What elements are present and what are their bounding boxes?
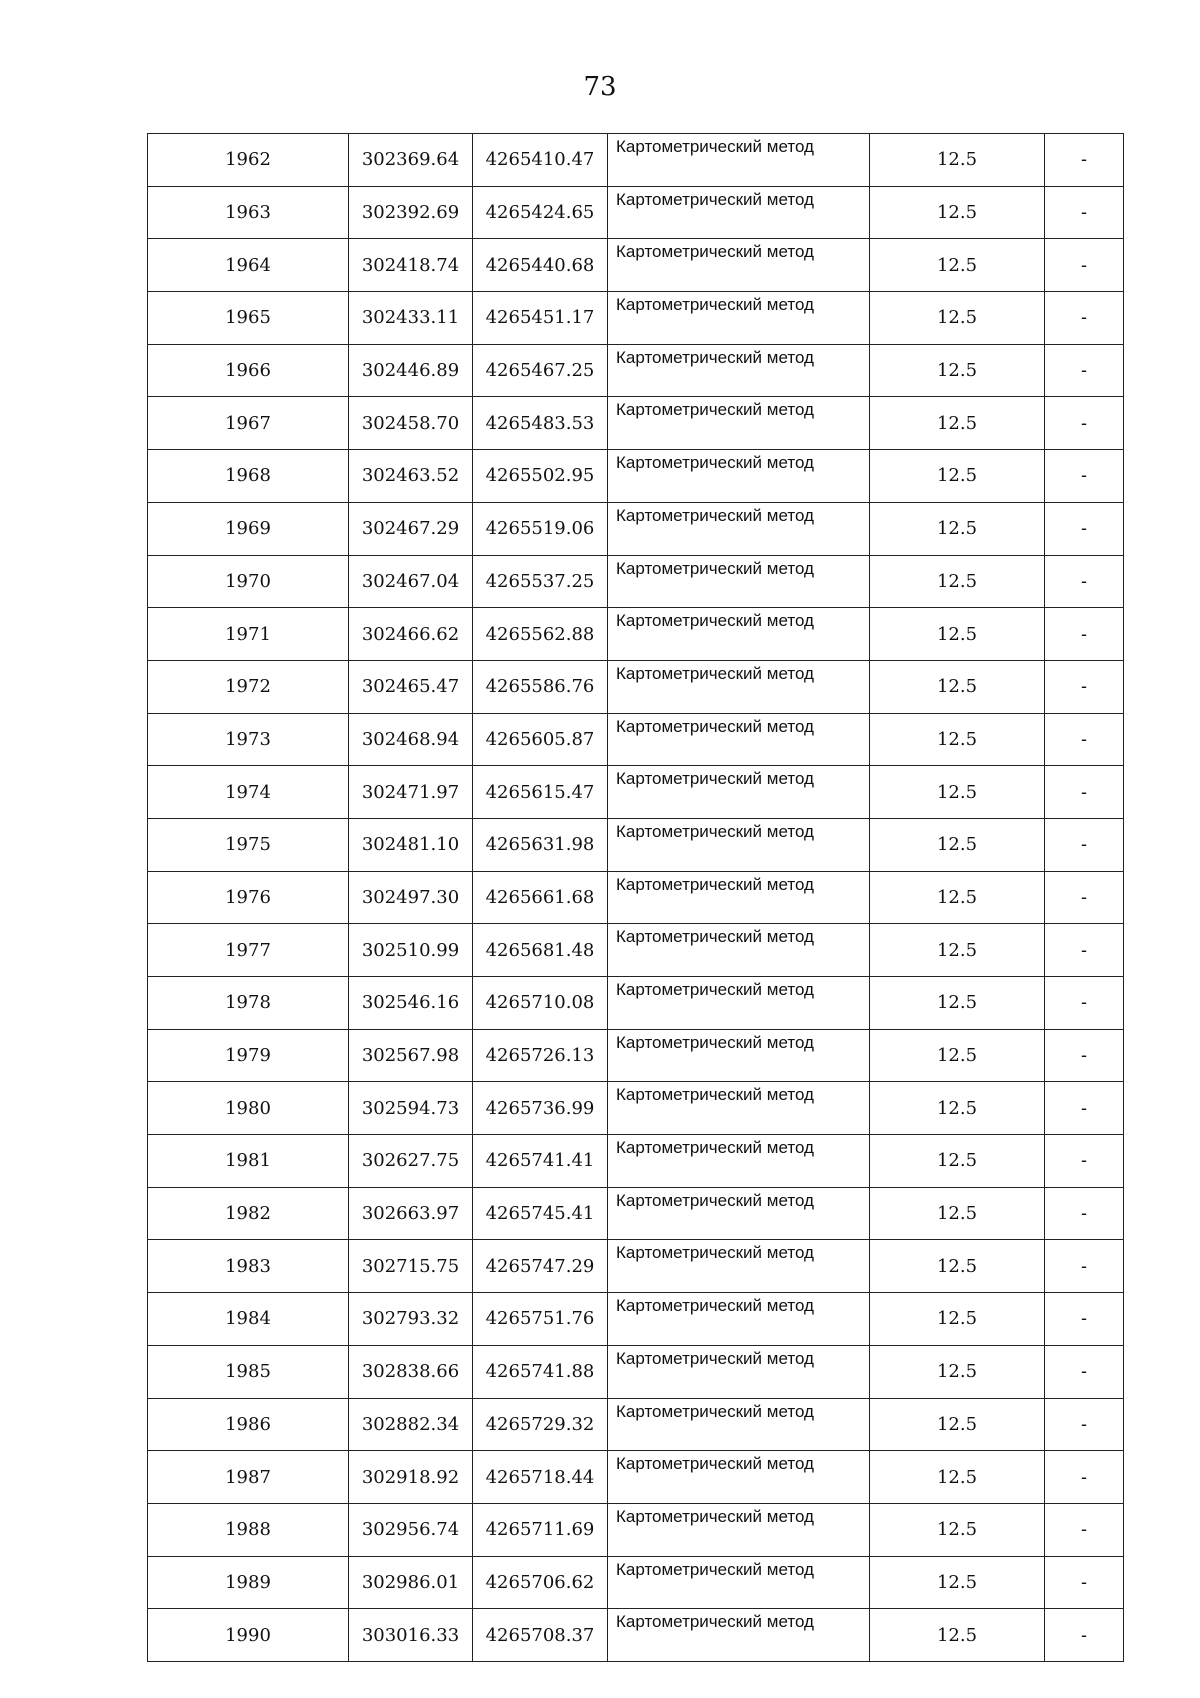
table-row [148, 1029, 1124, 1082]
accuracy-cell: 12.5 [870, 397, 1045, 450]
method-cell: Картометрический метод [608, 1345, 870, 1398]
point-number-cell: 1977 [148, 924, 349, 977]
method-cell: Картометрический метод [608, 1082, 870, 1135]
table-row [148, 397, 1124, 450]
accuracy-cell: 12.5 [870, 871, 1045, 924]
x-coordinate-cell: 302546.16 [349, 977, 473, 1030]
y-coordinate-cell: 4265519.06 [473, 502, 608, 555]
x-coordinate-cell: 302715.75 [349, 1240, 473, 1293]
note-cell: - [1045, 1345, 1124, 1398]
y-coordinate-cell: 4265631.98 [473, 818, 608, 871]
method-cell: Картометрический метод [608, 1240, 870, 1293]
x-coordinate-cell: 303016.33 [349, 1609, 473, 1662]
method-cell: Картометрический метод [608, 134, 870, 187]
accuracy-cell: 12.5 [870, 1556, 1045, 1609]
method-cell: Картометрический метод [608, 608, 870, 661]
accuracy-cell: 12.5 [870, 1609, 1045, 1662]
accuracy-cell: 12.5 [870, 713, 1045, 766]
method-cell: Картометрический метод [608, 977, 870, 1030]
accuracy-cell: 12.5 [870, 818, 1045, 871]
y-coordinate-cell: 4265562.88 [473, 608, 608, 661]
note-cell: - [1045, 1556, 1124, 1609]
point-number-cell: 1990 [148, 1609, 349, 1662]
y-coordinate-cell: 4265745.41 [473, 1187, 608, 1240]
note-cell: - [1045, 292, 1124, 345]
x-coordinate-cell: 302956.74 [349, 1503, 473, 1556]
note-cell: - [1045, 660, 1124, 713]
x-coordinate-cell: 302467.29 [349, 502, 473, 555]
note-cell: - [1045, 344, 1124, 397]
method-cell: Картометрический метод [608, 1029, 870, 1082]
point-number-cell: 1970 [148, 555, 349, 608]
x-coordinate-cell: 302467.04 [349, 555, 473, 608]
accuracy-cell: 12.5 [870, 1293, 1045, 1346]
method-cell: Картометрический метод [608, 1609, 870, 1662]
x-coordinate-cell: 302481.10 [349, 818, 473, 871]
method-cell: Картометрический метод [608, 450, 870, 503]
point-number-cell: 1966 [148, 344, 349, 397]
note-cell: - [1045, 502, 1124, 555]
method-cell: Картометрический метод [608, 239, 870, 292]
accuracy-cell: 12.5 [870, 239, 1045, 292]
accuracy-cell: 12.5 [870, 1240, 1045, 1293]
x-coordinate-cell: 302468.94 [349, 713, 473, 766]
method-cell: Картометрический метод [608, 1187, 870, 1240]
accuracy-cell: 12.5 [870, 450, 1045, 503]
y-coordinate-cell: 4265751.76 [473, 1293, 608, 1346]
table-row [148, 1187, 1124, 1240]
x-coordinate-cell: 302567.98 [349, 1029, 473, 1082]
accuracy-cell: 12.5 [870, 1345, 1045, 1398]
point-number-cell: 1969 [148, 502, 349, 555]
point-number-cell: 1988 [148, 1503, 349, 1556]
x-coordinate-cell: 302838.66 [349, 1345, 473, 1398]
point-number-cell: 1983 [148, 1240, 349, 1293]
note-cell: - [1045, 1293, 1124, 1346]
y-coordinate-cell: 4265605.87 [473, 713, 608, 766]
accuracy-cell: 12.5 [870, 766, 1045, 819]
method-cell: Картометрический метод [608, 713, 870, 766]
table-row [148, 1345, 1124, 1398]
point-number-cell: 1965 [148, 292, 349, 345]
note-cell: - [1045, 1398, 1124, 1451]
x-coordinate-cell: 302433.11 [349, 292, 473, 345]
coordinates-table-body [148, 134, 1124, 1662]
y-coordinate-cell: 4265729.32 [473, 1398, 608, 1451]
method-cell: Картометрический метод [608, 344, 870, 397]
note-cell: - [1045, 450, 1124, 503]
x-coordinate-cell: 302882.34 [349, 1398, 473, 1451]
y-coordinate-cell: 4265708.37 [473, 1609, 608, 1662]
table-row [148, 1293, 1124, 1346]
table-row [148, 344, 1124, 397]
y-coordinate-cell: 4265615.47 [473, 766, 608, 819]
method-cell: Картометрический метод [608, 766, 870, 819]
accuracy-cell: 12.5 [870, 660, 1045, 713]
method-cell: Картометрический метод [608, 555, 870, 608]
table-row [148, 1556, 1124, 1609]
table-row [148, 1398, 1124, 1451]
x-coordinate-cell: 302594.73 [349, 1082, 473, 1135]
note-cell: - [1045, 871, 1124, 924]
point-number-cell: 1967 [148, 397, 349, 450]
x-coordinate-cell: 302392.69 [349, 186, 473, 239]
note-cell: - [1045, 555, 1124, 608]
table-row [148, 1240, 1124, 1293]
x-coordinate-cell: 302986.01 [349, 1556, 473, 1609]
table-row [148, 1451, 1124, 1504]
note-cell: - [1045, 1240, 1124, 1293]
method-cell: Картометрический метод [608, 292, 870, 345]
accuracy-cell: 12.5 [870, 344, 1045, 397]
note-cell: - [1045, 1082, 1124, 1135]
accuracy-cell: 12.5 [870, 292, 1045, 345]
table-row [148, 292, 1124, 345]
note-cell: - [1045, 186, 1124, 239]
note-cell: - [1045, 1135, 1124, 1188]
accuracy-cell: 12.5 [870, 555, 1045, 608]
table-row [148, 871, 1124, 924]
point-number-cell: 1976 [148, 871, 349, 924]
point-number-cell: 1968 [148, 450, 349, 503]
note-cell: - [1045, 397, 1124, 450]
x-coordinate-cell: 302793.32 [349, 1293, 473, 1346]
accuracy-cell: 12.5 [870, 1398, 1045, 1451]
point-number-cell: 1982 [148, 1187, 349, 1240]
note-cell: - [1045, 1029, 1124, 1082]
method-cell: Картометрический метод [608, 1556, 870, 1609]
x-coordinate-cell: 302458.70 [349, 397, 473, 450]
x-coordinate-cell: 302918.92 [349, 1451, 473, 1504]
note-cell: - [1045, 1187, 1124, 1240]
accuracy-cell: 12.5 [870, 502, 1045, 555]
x-coordinate-cell: 302418.74 [349, 239, 473, 292]
x-coordinate-cell: 302663.97 [349, 1187, 473, 1240]
note-cell: - [1045, 1503, 1124, 1556]
method-cell: Картометрический метод [608, 502, 870, 555]
accuracy-cell: 12.5 [870, 977, 1045, 1030]
table-row [148, 713, 1124, 766]
method-cell: Картометрический метод [608, 397, 870, 450]
accuracy-cell: 12.5 [870, 1503, 1045, 1556]
table-row [148, 186, 1124, 239]
y-coordinate-cell: 4265440.68 [473, 239, 608, 292]
table-row [148, 1609, 1124, 1662]
y-coordinate-cell: 4265718.44 [473, 1451, 608, 1504]
y-coordinate-cell: 4265451.17 [473, 292, 608, 345]
point-number-cell: 1975 [148, 818, 349, 871]
y-coordinate-cell: 4265537.25 [473, 555, 608, 608]
table-row [148, 1135, 1124, 1188]
point-number-cell: 1978 [148, 977, 349, 1030]
y-coordinate-cell: 4265741.41 [473, 1135, 608, 1188]
table-row [148, 134, 1124, 187]
y-coordinate-cell: 4265410.47 [473, 134, 608, 187]
coordinates-table [147, 133, 1124, 1662]
note-cell: - [1045, 713, 1124, 766]
point-number-cell: 1989 [148, 1556, 349, 1609]
x-coordinate-cell: 302465.47 [349, 660, 473, 713]
method-cell: Картометрический метод [608, 818, 870, 871]
x-coordinate-cell: 302510.99 [349, 924, 473, 977]
point-number-cell: 1980 [148, 1082, 349, 1135]
x-coordinate-cell: 302369.64 [349, 134, 473, 187]
point-number-cell: 1971 [148, 608, 349, 661]
method-cell: Картометрический метод [608, 924, 870, 977]
y-coordinate-cell: 4265741.88 [473, 1345, 608, 1398]
y-coordinate-cell: 4265661.68 [473, 871, 608, 924]
point-number-cell: 1981 [148, 1135, 349, 1188]
note-cell: - [1045, 608, 1124, 661]
method-cell: Картометрический метод [608, 1135, 870, 1188]
point-number-cell: 1979 [148, 1029, 349, 1082]
point-number-cell: 1962 [148, 134, 349, 187]
table-row [148, 608, 1124, 661]
table-row [148, 924, 1124, 977]
table-row [148, 239, 1124, 292]
note-cell: - [1045, 818, 1124, 871]
x-coordinate-cell: 302497.30 [349, 871, 473, 924]
y-coordinate-cell: 4265586.76 [473, 660, 608, 713]
y-coordinate-cell: 4265483.53 [473, 397, 608, 450]
y-coordinate-cell: 4265736.99 [473, 1082, 608, 1135]
method-cell: Картометрический метод [608, 1451, 870, 1504]
y-coordinate-cell: 4265467.25 [473, 344, 608, 397]
accuracy-cell: 12.5 [870, 1187, 1045, 1240]
note-cell: - [1045, 239, 1124, 292]
y-coordinate-cell: 4265726.13 [473, 1029, 608, 1082]
method-cell: Картометрический метод [608, 660, 870, 713]
point-number-cell: 1986 [148, 1398, 349, 1451]
point-number-cell: 1987 [148, 1451, 349, 1504]
y-coordinate-cell: 4265424.65 [473, 186, 608, 239]
x-coordinate-cell: 302627.75 [349, 1135, 473, 1188]
method-cell: Картометрический метод [608, 1293, 870, 1346]
table-row [148, 660, 1124, 713]
table-row [148, 555, 1124, 608]
point-number-cell: 1963 [148, 186, 349, 239]
table-row [148, 818, 1124, 871]
point-number-cell: 1984 [148, 1293, 349, 1346]
table-row [148, 450, 1124, 503]
note-cell: - [1045, 1609, 1124, 1662]
y-coordinate-cell: 4265706.62 [473, 1556, 608, 1609]
method-cell: Картометрический метод [608, 1503, 870, 1556]
method-cell: Картометрический метод [608, 871, 870, 924]
note-cell: - [1045, 924, 1124, 977]
point-number-cell: 1973 [148, 713, 349, 766]
table-row [148, 1503, 1124, 1556]
note-cell: - [1045, 977, 1124, 1030]
y-coordinate-cell: 4265681.48 [473, 924, 608, 977]
accuracy-cell: 12.5 [870, 186, 1045, 239]
accuracy-cell: 12.5 [870, 1029, 1045, 1082]
table-row [148, 1082, 1124, 1135]
x-coordinate-cell: 302466.62 [349, 608, 473, 661]
y-coordinate-cell: 4265711.69 [473, 1503, 608, 1556]
table-row [148, 502, 1124, 555]
note-cell: - [1045, 1451, 1124, 1504]
x-coordinate-cell: 302463.52 [349, 450, 473, 503]
table-row [148, 766, 1124, 819]
accuracy-cell: 12.5 [870, 134, 1045, 187]
method-cell: Картометрический метод [608, 186, 870, 239]
accuracy-cell: 12.5 [870, 924, 1045, 977]
note-cell: - [1045, 766, 1124, 819]
y-coordinate-cell: 4265710.08 [473, 977, 608, 1030]
y-coordinate-cell: 4265502.95 [473, 450, 608, 503]
point-number-cell: 1972 [148, 660, 349, 713]
note-cell: - [1045, 134, 1124, 187]
accuracy-cell: 12.5 [870, 1451, 1045, 1504]
accuracy-cell: 12.5 [870, 608, 1045, 661]
x-coordinate-cell: 302446.89 [349, 344, 473, 397]
point-number-cell: 1985 [148, 1345, 349, 1398]
accuracy-cell: 12.5 [870, 1135, 1045, 1188]
point-number-cell: 1974 [148, 766, 349, 819]
y-coordinate-cell: 4265747.29 [473, 1240, 608, 1293]
point-number-cell: 1964 [148, 239, 349, 292]
page-number: 73 [583, 72, 617, 102]
x-coordinate-cell: 302471.97 [349, 766, 473, 819]
table-row [148, 977, 1124, 1030]
accuracy-cell: 12.5 [870, 1082, 1045, 1135]
method-cell: Картометрический метод [608, 1398, 870, 1451]
